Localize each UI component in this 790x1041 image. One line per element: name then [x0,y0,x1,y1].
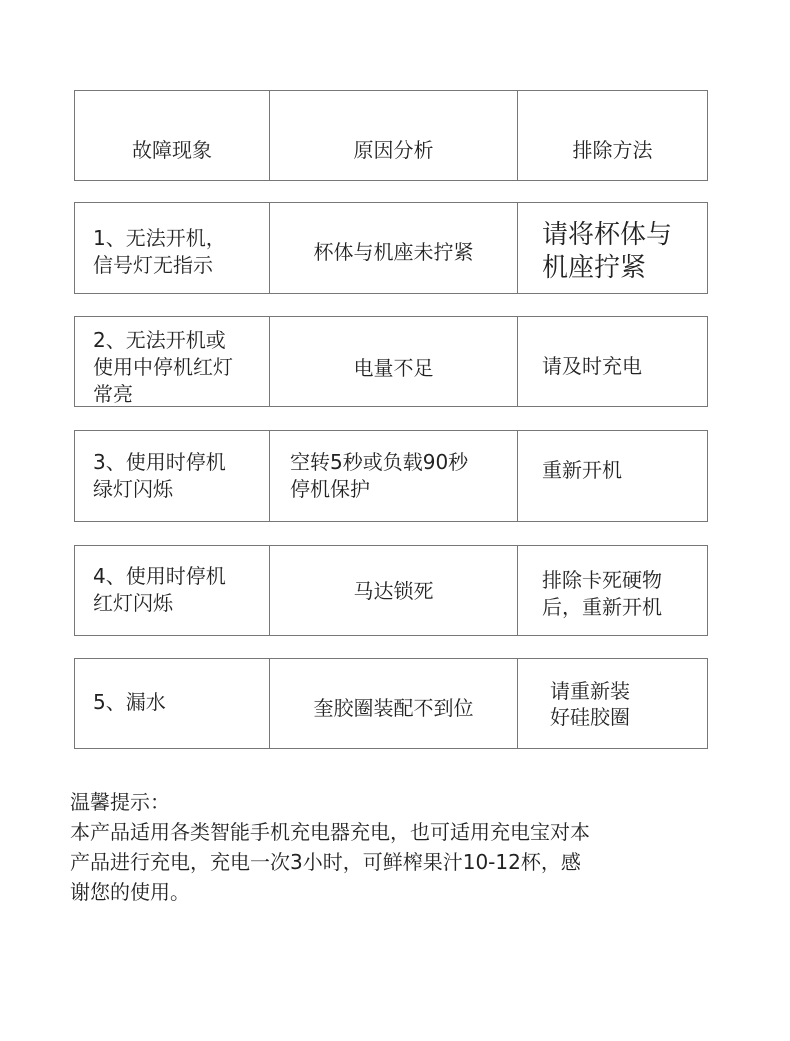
symptom-cell [75,317,270,406]
cause-cell [270,317,518,406]
symptom-line: 使用中停机红灯 [93,355,233,379]
solution-line: 请将杯体与 [542,220,673,250]
header-solution-label: 排除方法 [572,138,653,162]
symptom-line: 信号灯无指示 [93,253,213,277]
symptom-line: 常亮 [93,382,133,406]
tips-line: 产品进行充电，充电一次3小时，可鲜榨果汁10-12杯，感 [70,850,581,874]
solution-cell [518,203,707,293]
cause-line: 停机保护 [290,477,370,501]
solution-line: 重新开机 [542,458,622,482]
cause-line: 马达锁死 [353,579,434,603]
table-header-row [74,90,708,181]
cause-cell [270,203,518,293]
tips-title: 温馨提示： [70,790,170,814]
solution-line: 排除卡死硬物 [542,568,662,592]
symptom-cell [75,203,270,293]
symptom-cell [75,546,270,635]
cause-line: 奎胶圈装配不到位 [313,696,474,720]
symptom-line: 绿灯闪烁 [93,477,173,501]
solution-line: 后，重新开机 [542,595,662,619]
tips-line: 本产品适用各类智能手机充电器充电，也可适用充电宝对本 [70,820,590,844]
solution-cell [518,431,707,521]
table-row [74,545,708,636]
table-row [74,658,708,749]
header-cause-label: 原因分析 [353,138,434,162]
header-symptom-label: 故障现象 [132,138,212,162]
symptom-line: 2、无法开机或 [93,328,226,352]
symptom-line: 5、漏水 [93,690,166,714]
cause-line: 杯体与机座未拧紧 [313,240,474,264]
symptom-line: 1、无法开机， [93,226,226,250]
tips-line: 谢您的使用。 [70,880,190,904]
symptom-line: 4、使用时停机 [93,564,226,588]
table-row [74,202,708,294]
table-row [74,430,708,522]
header-cell-symptom [75,91,270,180]
solution-line: 请重新装 [550,679,630,703]
solution-cell [518,659,707,748]
solution-cell [518,317,707,406]
symptom-line: 红灯闪烁 [93,591,173,615]
solution-line: 请及时充电 [542,354,642,378]
symptom-cell [75,431,270,521]
solution-cell [518,546,707,635]
table-row [74,316,708,407]
cause-cell [270,659,518,748]
symptom-cell [75,659,270,748]
solution-line: 机座拧紧 [542,253,647,283]
cause-cell [270,546,518,635]
header-cell-solution [518,91,707,180]
header-cell-cause [270,91,518,180]
cause-line: 电量不足 [353,356,434,380]
solution-line: 好硅胶圈 [550,705,630,729]
cause-line: 空转5秒或负载90秒 [290,450,469,474]
cause-cell [270,431,518,521]
symptom-line: 3、使用时停机 [93,450,226,474]
